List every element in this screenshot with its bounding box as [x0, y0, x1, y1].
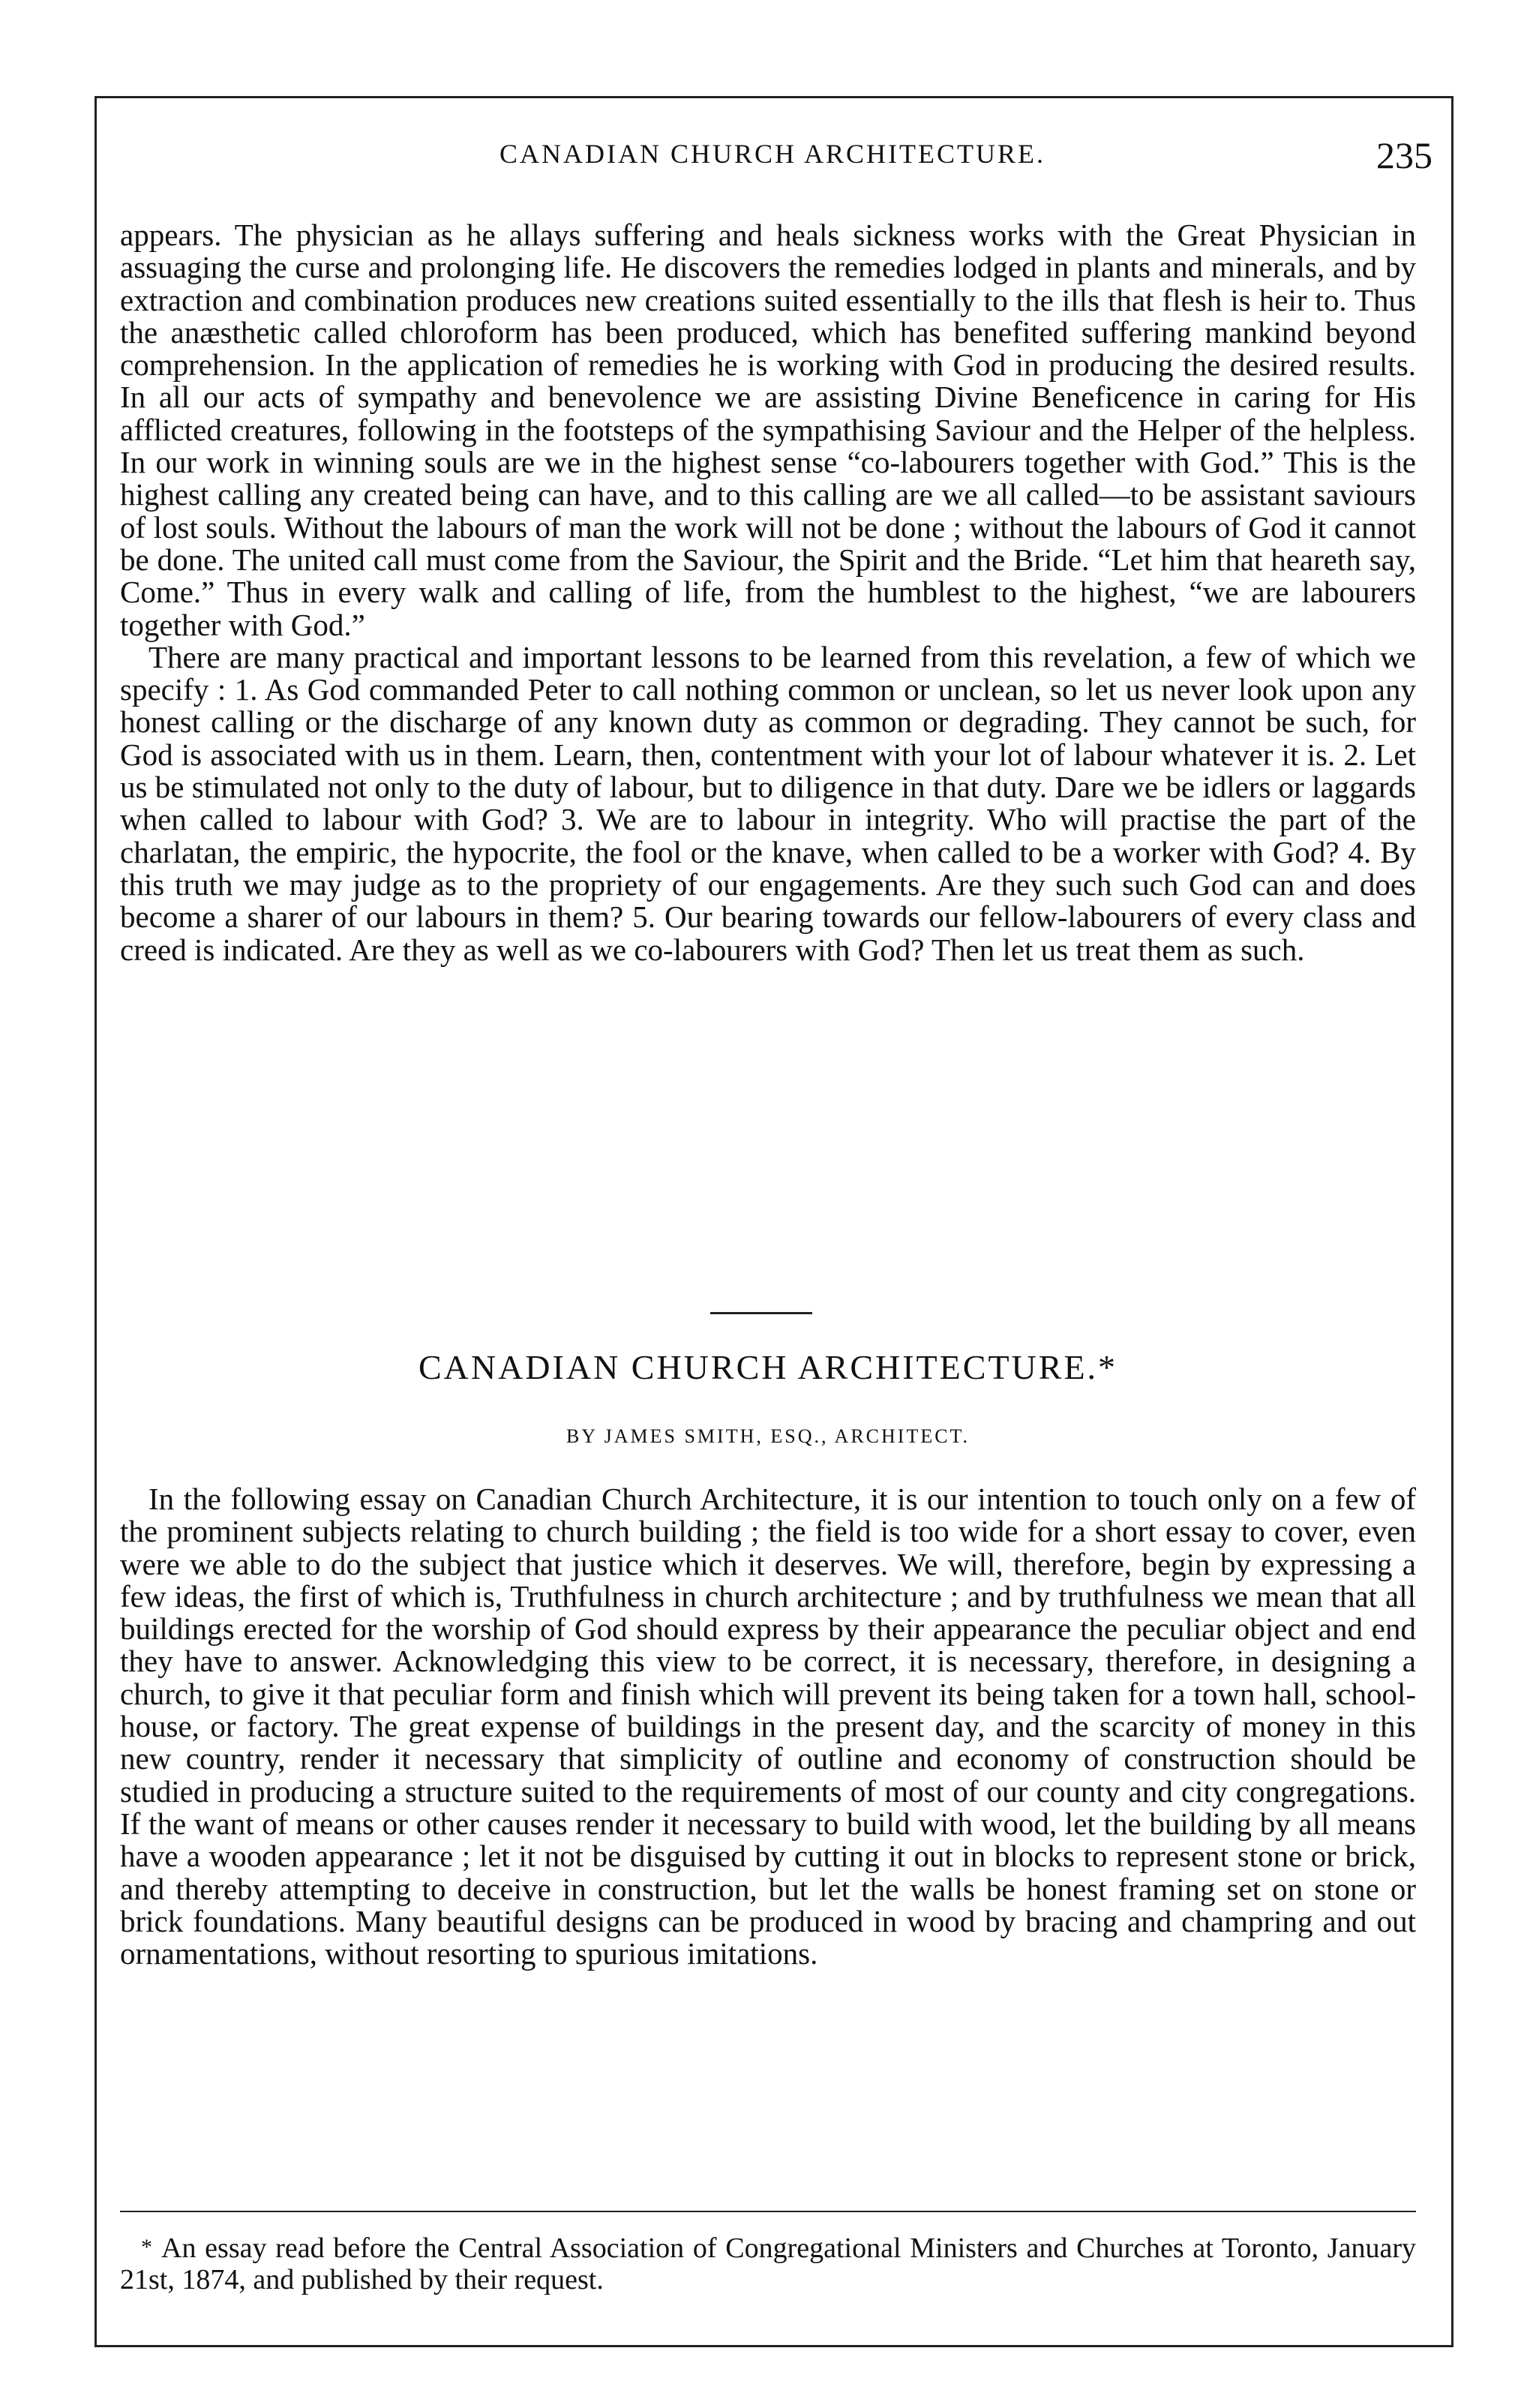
- left-border-rule: [94, 96, 97, 2346]
- article-paragraph: In the following essay on Canadian Church Architecture, it is our intention to touch only on a few of the prominent subjects relating to church building ; the field is too wide for a short essay to cover, even were we able to do the subject that justice which it deserves. We will, therefore, begin by expressing a few ideas, the first of which is, Truthfulness in church architecture ; and by truthfulness we mean that all buildings erected for the worship of God should express by their appearance the peculiar object and end they have to answer. Acknowledging this view to be correct, it is necessary, therefore, in designing a church, to give it that peculiar form and finish which will prevent its being taken for a town hall, school-house, or factory. The great expense of buildings in the present day, and the scarcity of money in this new country, render it necessary that simplicity of outline and economy of construction should be studied in producing a structure suited to the requirements of most of our county and city congregations. If the want of means or other causes render it necessary to build with wood, let the building by all means have a wooden appearance ; let it not be disguised by cutting it out in blocks to represent stone or brick, and thereby attempting to deceive in construction, but let the walls be honest framing set on stone or brick foundations. Many beautiful designs can be produced in wood by bracing and champring and out ornamentations, without resorting to spurious imitations.: [120, 1482, 1416, 1971]
- footnote-text: An essay read before the Central Association of Congregational Ministers and Churches at Toronto, January 21st, 1874, and published by their request.: [120, 2232, 1416, 2295]
- running-head: CANADIAN CHURCH ARCHITECTURE.: [499, 139, 1046, 169]
- footnote: [120, 2232, 1416, 2295]
- article-title: CANADIAN CHURCH ARCHITECTURE.*: [418, 1348, 1118, 1386]
- footnote-rule: [120, 2211, 1416, 2212]
- article-body: [120, 1483, 1416, 1970]
- paragraph-continuation: appears. The physician as he allays suffering and heals sickness works with the Great Physician in assuaging the curse and prolonging life. He discovers the remedies lodged in plants and minerals, and by extraction and combination produces new creations suited essentially to the ills that flesh is heir to. Thus the anæsthetic called chloroform has been produced, which has benefited suffering mankind beyond comprehension. In the application of remedies he is working with God in producing the desired results. In all our acts of sympathy and benevolence we are assisting Divine Beneficence in caring for His afflicted creatures, following in the footsteps of the sympathising Saviour and the Helper of the helpless. In our work in winning souls are we in the highest sense “co-labourers together with God.” This is the highest calling any created being can have, and to this calling are we all called—to be assistant saviours of lost souls. Without the labours of man the work will not be done ; without the labours of God it cannot be done. The united call must come from the Saviour, the Spirit and the Bride. “Let him that heareth say, Come.” Thus in every walk and calling of life, from the humblest to the highest, “we are labourers together with God.”: [120, 218, 1416, 642]
- bottom-border-rule: [94, 2345, 1454, 2347]
- page-header: [112, 134, 1432, 179]
- article-byline: BY JAMES SMITH, ESQ., ARCHITECT.: [566, 1425, 970, 1447]
- body-text-top: [120, 219, 1416, 966]
- paragraph-lessons: There are many practical and important lessons to be learned from this revelation, a few of which we specify : 1. As God commanded Peter to call nothing common or unclean, so let us never look upon any honest calling or the discharge of any known duty as common or degrading. They cannot be such, for God is associated with us in them. Learn, then, contentment with your lot of labour whatever it is. 2. Let us be stimulated not only to the duty of labour, but to diligence in that duty. Dare we be idlers or laggards when called to labour with God? 3. We are to labour in integrity. Who will practise the part of the charlatan, the empiric, the hypocrite, the fool or the knave, when called to be a worker with God? 4. By this truth we may judge as to the propriety of our engagements. Are they such such God can and does become a sharer of our labours in them? 5. Our bearing towards our fellow-labourers of every class and creed is indicated. Are they as well as we co-labourers with God? Then let us treat them as such.: [120, 639, 1416, 967]
- right-border-rule: [1451, 96, 1454, 2346]
- page-number: 235: [1376, 134, 1432, 176]
- footnote-marker: *: [141, 2235, 152, 2259]
- section-separator: [710, 1312, 812, 1314]
- top-border-rule: [94, 96, 1454, 98]
